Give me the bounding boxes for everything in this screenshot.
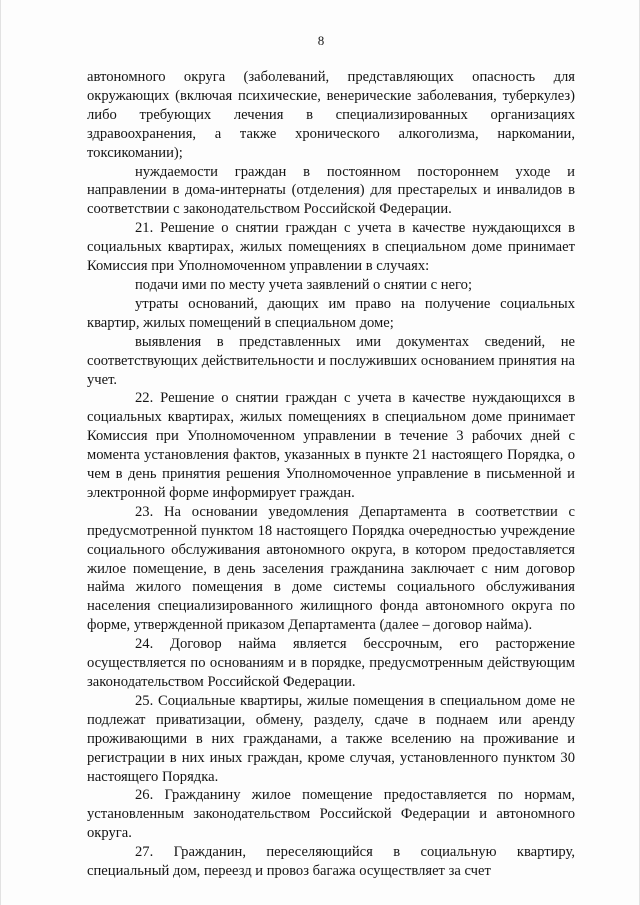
paragraph-clause-21: 21. Решение о снятии граждан с учета в качестве нуждающихся в социальных квартирах, жилых помещениях в специальном доме принимает Комиссия при Уполномоченном управлении в случаях: (87, 220, 575, 275)
document-body (87, 68, 575, 881)
paragraph-clause-25: 25. Социальные квартиры, жилые помещения в специальном доме не подлежат приватизации, обмену, разделу, сдаче в поднаем или аренду проживающими в них гражданами, а также вселению на проживание и регистрации в них иных граждан, кроме случая, установленного пунктом 30 настоящего Порядка. (87, 692, 575, 785)
paragraph-clause-21-case-3: выявления в представленных ими документах сведений, не соответствующих действительности и послуживших основанием принятия на учет. (87, 333, 575, 388)
paragraph-care-needs: нуждаемости граждан в постоянном постороннем уходе и направлении в дома-интернаты (отделения) для престарелых и инвалидов в соответствии с законодательством Российской Федерации. (87, 163, 575, 218)
paragraph-clause-21-case-2: утраты оснований, дающих им право на получение социальных квартир, жилых помещений в специальном доме; (87, 295, 575, 331)
paragraph-clause-27: 27. Гражданин, переселяющийся в социальную квартиру, специальный дом, переезд и провоз багажа осуществляет за счет (87, 844, 575, 880)
paragraph-clause-23: 23. На основании уведомления Департамента в соответствии с предусмотренной пунктом 18 настоящего Порядка очередностью учреждение социального обслуживания автономного округа, в котором предоставляется жилое помещение, в день заселения гражданина заключает с ним договор найма жилого помещения в доме системы социального обслуживания населения специализированного жилищного фонда автономного округа по форме, утвержденной приказом Департамента (далее – договор найма). (87, 503, 575, 634)
paragraph-continuation: автономного округа (заболеваний, представляющих опасность для окружающих (включая психические, венерические заболевания, туберкулез) либо требующих лечения в специализированных организациях здравоохранения, а также хронического алкоголизма, наркомании, токсикомании); (87, 69, 575, 161)
page-number: 8 (317, 33, 325, 48)
paragraph-clause-21-case-1: подачи ими по месту учета заявлений о снятии с него; (135, 276, 473, 293)
paragraph-clause-24: 24. Договор найма является бессрочным, его расторжение осуществляется по основаниям и в порядке, предусмотренным действующим законодательством Российской Федерации. (87, 636, 575, 690)
paragraph-clause-22: 22. Решение о снятии граждан с учета в качестве нуждающихся в социальных квартирах, жилых помещениях в специальном доме принимает Комиссия при Уполномоченном управлении в течение 3 рабочих дней с момента установления фактов, указанных в пункте 21 настоящего Порядка, о чем в день принятия решения Уполномоченное управление в письменной и электронной форме информирует граждан. (87, 390, 575, 501)
paragraph-clause-26: 26. Гражданину жилое помещение предоставляется по нормам, установленным законодательством Российской Федерации и автономного округа. (87, 787, 575, 842)
